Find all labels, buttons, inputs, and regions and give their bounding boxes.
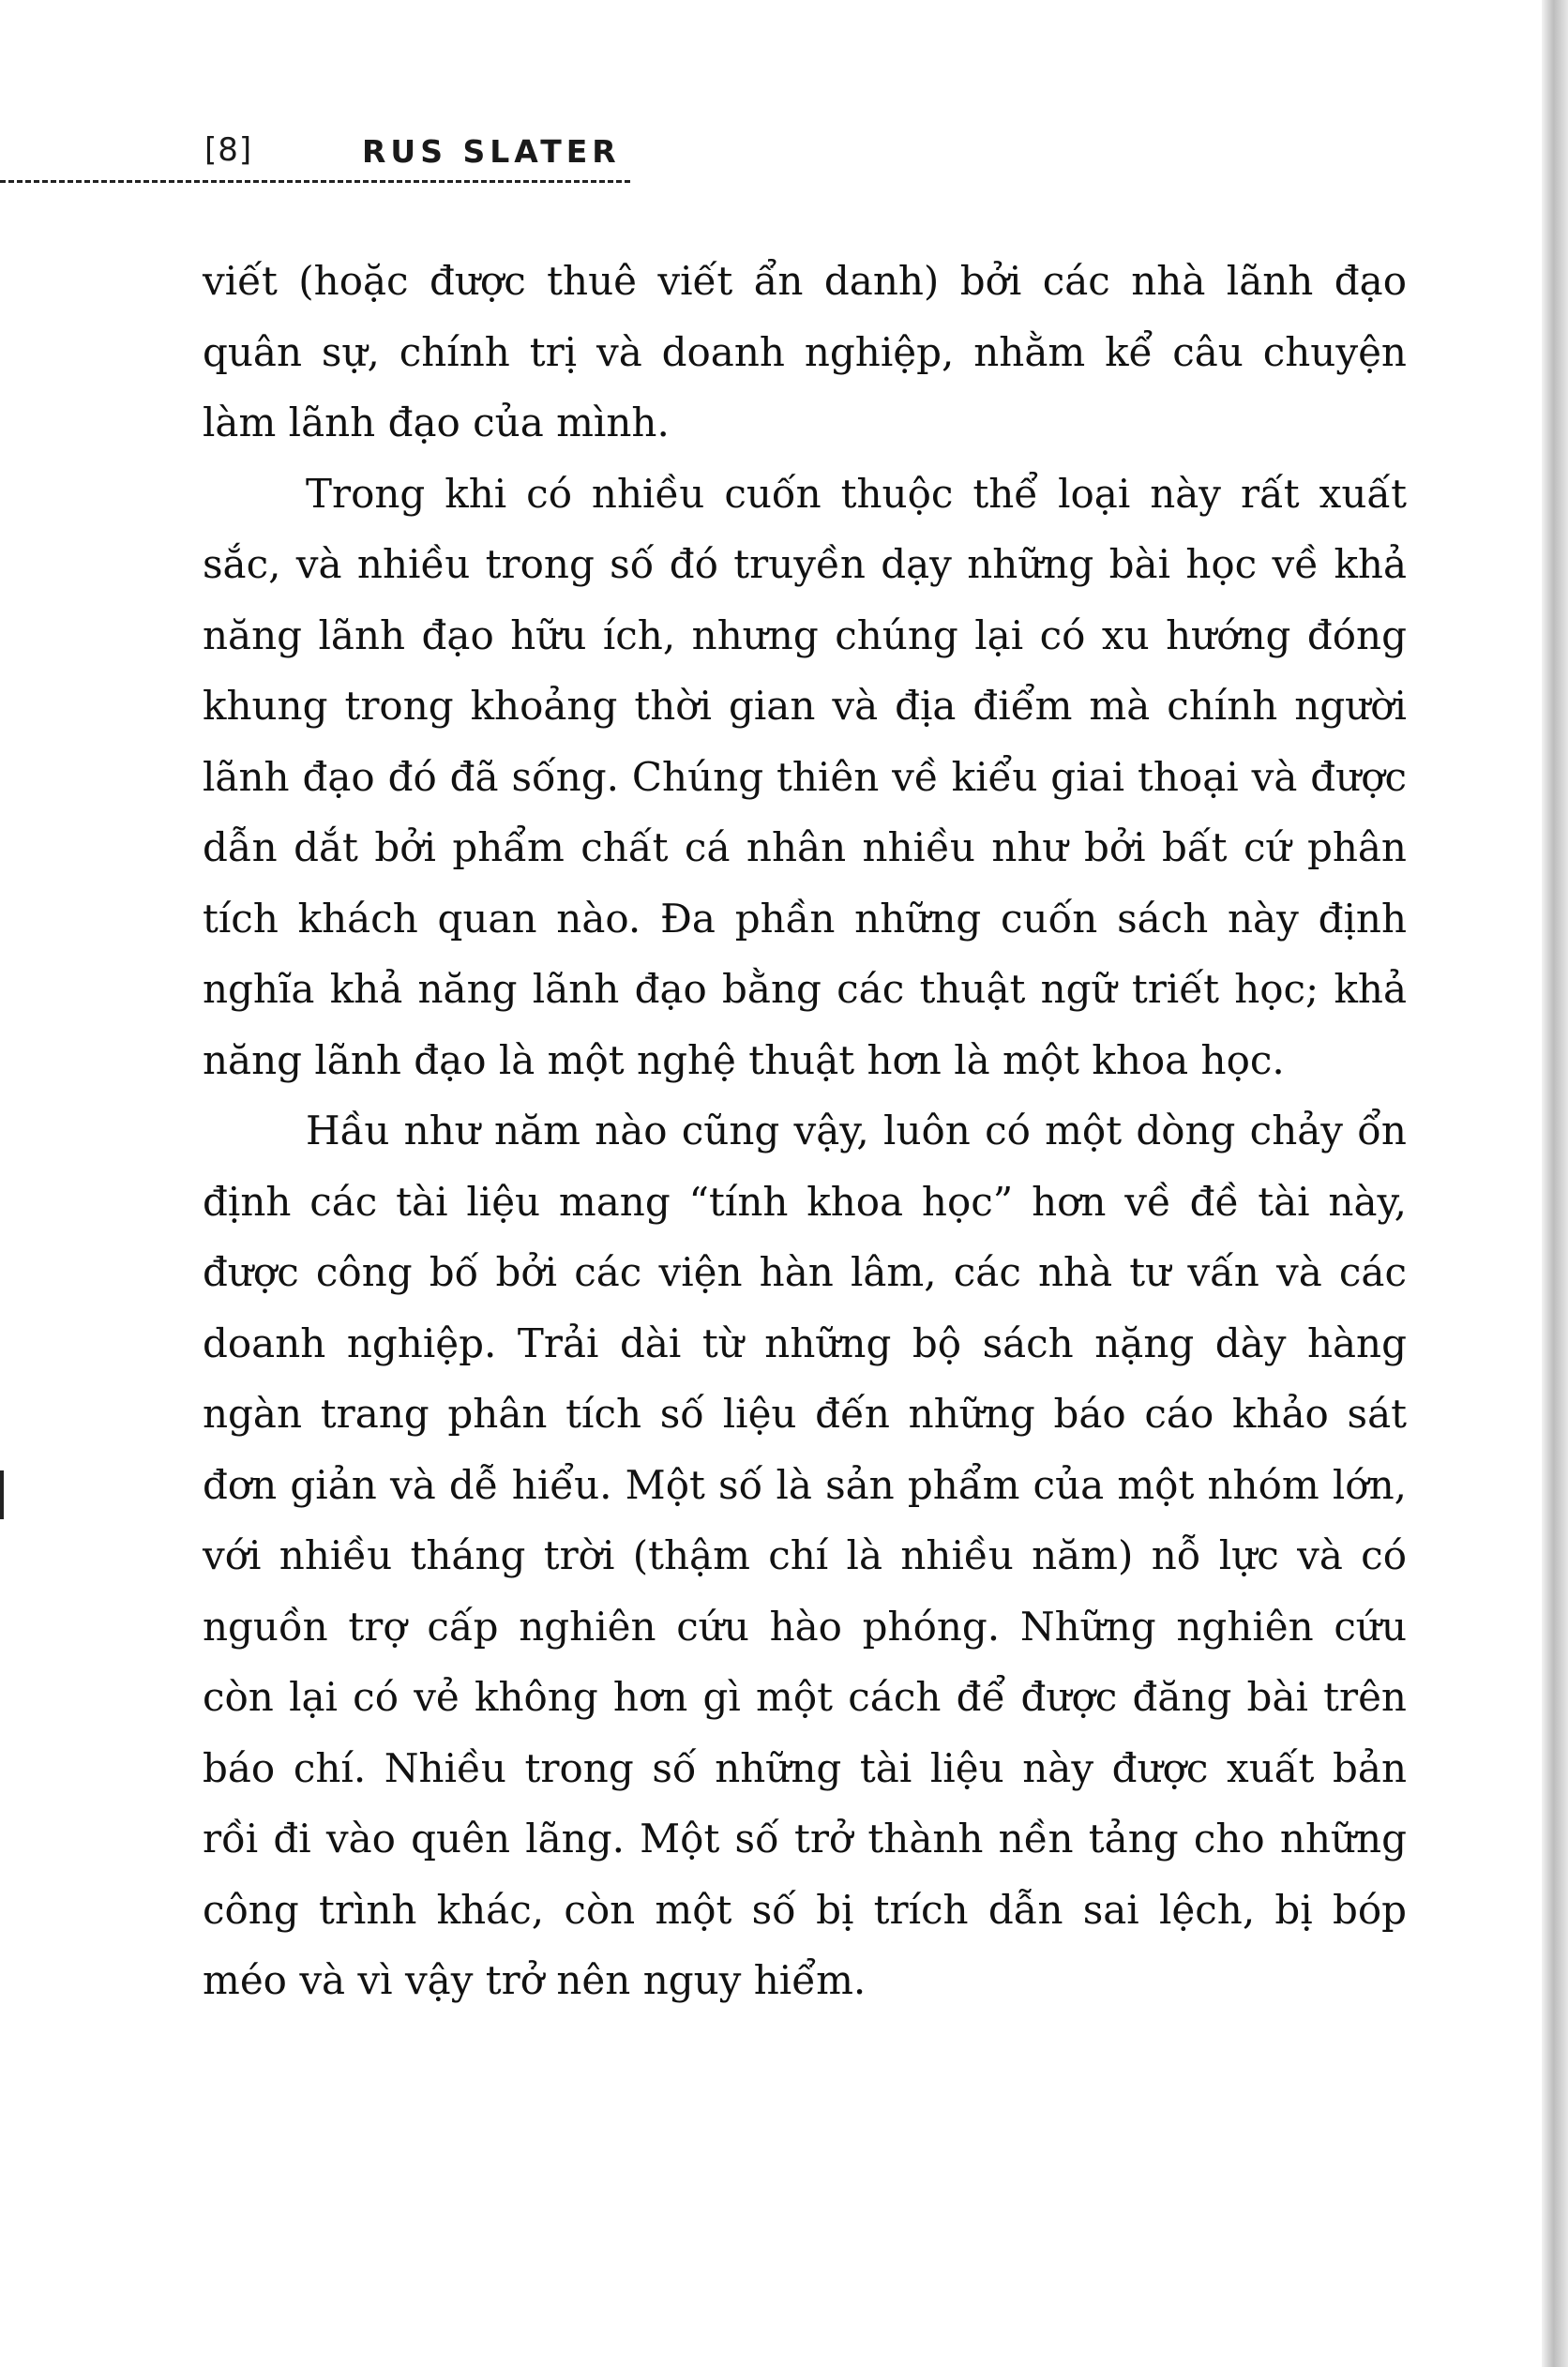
body-text — [203, 246, 1407, 2016]
margin-mark — [0, 1470, 4, 1519]
page-number: [8] — [204, 131, 253, 169]
paragraph-1: viết (hoặc được thuê viết ẩn danh) bởi các nhà lãnh đạo quân sự, chính trị và doanh nghiệp, nhằm kể câu chuyện làm lãnh đạo của mình. — [203, 258, 1407, 445]
paragraph-2: Trong khi có nhiều cuốn thuộc thể loại này rất xuất sắc, và nhiều trong số đó truyền dạy những bài học về khả năng lãnh đạo hữu ích, nhưng chúng lại có xu hướng đóng khung trong khoảng thời gian và địa điểm mà chính người lãnh đạo đó đã sống. Chúng thiên về kiểu giai thoại và được dẫn dắt bởi phẩm chất cá nhân nhiều như bởi bất cứ phân tích khách quan nào. Đa phần những cuốn sách này định nghĩa khả năng lãnh đạo bằng các thuật ngữ triết học; khả năng lãnh đạo là một nghệ thuật hơn là một khoa học. — [203, 470, 1407, 1083]
running-header-author: RUS SLATER — [362, 133, 621, 170]
paragraph-3: Hầu như năm nào cũng vậy, luôn có một dòng chảy ổn định các tài liệu mang “tính khoa học” hơn về đề tài này, được công bố bởi các viện hàn lâm, các nhà tư vấn và các doanh nghiệp. Trải dài từ những bộ sách nặng dày hàng ngàn trang phân tích số liệu đến những báo cáo khảo sát đơn giản và dễ hiểu. Một số là sản phẩm của một nhóm lớn, với nhiều tháng trời (thậm chí là nhiều năm) nỗ lực và có nguồn trợ cấp nghiên cứu hào phóng. Những nghiên cứu còn lại có vẻ không hơn gì một cách để được đăng bài trên báo chí. Nhiều trong số những tài liệu này được xuất bản rồi đi vào quên lãng. Một số trở thành nền tảng cho những công trình khác, còn một số bị trích dẫn sai lệch, bị bóp méo và vì vậy trở nên nguy hiểm. — [203, 1108, 1407, 2003]
page-edge-shadow — [1542, 0, 1568, 2367]
header-dashed-rule — [0, 180, 630, 183]
running-header — [0, 122, 638, 188]
